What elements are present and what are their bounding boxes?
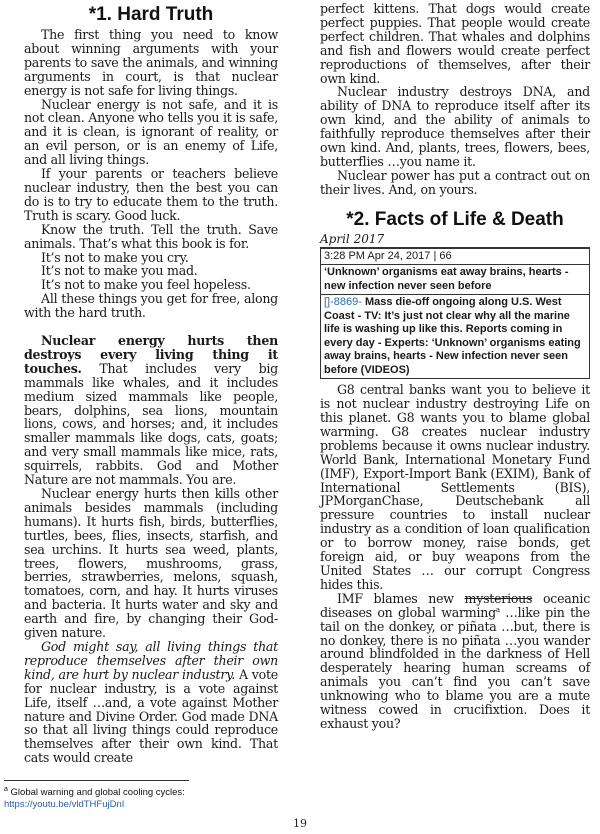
news-headline: ‘Unknown’ organisms eat away brains, hearts - new infection never seen before <box>320 265 590 295</box>
footnote-link[interactable]: https://youtu.be/vldTHFujDnI <box>4 799 125 810</box>
paragraph-text: That includes very big mammals like whales, and it includes medium sized mammals like people, bears, dolphins, sea lions, mountain lions, cows, and horses; and, it includes smaller mammals like dogs, cats, goats; and very small mammals like mice, rats, squirrels, rabbits. God and Mother Nature are not mammals. You are. <box>24 360 278 488</box>
footnote-text: Global warning and global cooling cycles: <box>7 787 185 798</box>
chapter-heading-facts: *2. Facts of Life & Death <box>346 208 564 230</box>
news-item <box>320 295 590 379</box>
footnote <box>4 787 304 811</box>
right-column <box>320 2 590 731</box>
paragraph <box>320 592 590 731</box>
spacer <box>24 320 278 334</box>
paragraph: G8 central banks want you to believe it is not nuclear industry destroying Life on this planet. G8 wants you to blame global warming. G8 creates nuclear industry problems because it owns nuclear industry. World Bank, International Monetary Fund (IMF), Export-Import Bank (EXIM), Bank of International Settlements (BIS), JPMorganChase, Deutschebank all pressure countries to install nuclear industry as a condition of loan qualification or to borrow money, raise bonds, get foreign aid, or buy weapons from the United States … our corrupt Congress hides this. <box>320 382 590 592</box>
paragraph-text: oceanic diseases on global warming <box>320 590 591 620</box>
struck-word: mysterious <box>464 590 533 606</box>
paragraph: Nuclear energy hurts then kills other animals besides mammals (including humans). It hurts fish, birds, butterflies, turtles, bees, flies, insects, starfish, and sea urchins. It hurts sea weed, plants, trees, flowers, mushrooms, grass, berries, strawberries, melons, squash, tomatoes, corn, and hay. It hurts viruses and bacteria. It hurts water and sky and earth and fire, by changing their God-given nature. <box>24 486 278 641</box>
paragraph-text: A vote for nuclear industry, is a vote against Life, itself …and, a vote against Mother nature and Divine Order. God made DNA so that all living things could reproduce themselves after their own kind. That cats would create <box>24 666 278 766</box>
date-label: April 2017 <box>320 233 590 248</box>
paragraph: Nuclear power has put a contract out on their lives. And, on yours. <box>320 167 590 197</box>
paragraph <box>24 640 278 765</box>
chapter-heading-hard-truth: *1. Hard Truth <box>88 4 214 25</box>
news-item-text: Mass die-off ongoing along U.S. West Coast - TV: It’s just not clear why all the marine life is washing up like this. Reports coming in every day - Experts: ‘Unknown’ organisms eating away brains, hearts - New infection never seen before (VIDEOS) <box>324 296 581 376</box>
paragraph: Nuclear industry destroys DNA, and ability of DNA to reproduce itself after its own kind, and the ability of animals to faithfully reproduce themselves after their own kind. And, plants, trees, flowers, bees, butterflies …you name it. <box>320 84 590 169</box>
line: It’s not to make you mad. <box>41 263 198 279</box>
line: It’s not to make you feel hopeless. <box>41 277 251 293</box>
line: It’s not to make you cry. <box>41 249 189 265</box>
paragraph: If your parents or teachers believe nuclear industry, then the best you can do is to try to educate them to the truth. Truth is scary. Good luck. <box>24 166 278 223</box>
paragraph <box>24 334 278 487</box>
paragraph: Nuclear energy is not safe, and it is not clean. Anyone who tells you it is safe, and it is clean, is ignorant of reality, or an evil person, or is an enemy of Life, and all living things. <box>24 96 278 168</box>
news-link[interactable]: []-8869- <box>324 296 362 309</box>
paragraph: perfect kittens. That dogs would create perfect puppies. That people would create perfect children. That whales and dolphins and fish and flowers would create perfect reproductions of themselves, after their own kind. <box>320 1 590 86</box>
footnote-marker: a <box>4 785 8 793</box>
paragraph: The first thing you need to know about winning arguments with your parents to save the animals, and winning arguments in court, is that nuclear energy is not safe for living things. <box>24 27 278 98</box>
footnote-ref[interactable]: a <box>495 605 500 614</box>
paragraph: Know the truth. Tell the truth. Save animals. That’s what this book is for. <box>24 221 278 251</box>
paragraph-text: …like pin the tail on the donkey, or piñata …but, there is no donkey, there is no piñata …you wander around blindfolded in the darkness of Hell desperately hearing human screams of animals you can’t find you can’t save unknowing who to blame you are a mute witness cowed in crucifixtion. Does it exhaust you? <box>320 604 590 731</box>
paragraph: All these things you get for free, along with the hard truth. <box>24 291 278 321</box>
page-number: 19 <box>293 817 307 830</box>
footnote-divider <box>4 780 189 781</box>
bold-lead: Nuclear energy hurts then destroys every living thing it touches. <box>24 333 278 376</box>
left-column <box>24 2 278 765</box>
news-timestamp: 3:28 PM Apr 24, 2017 | 66 <box>320 248 590 266</box>
italic-lead: God might say, all living things that reproduce themselves after their own kind, are hurt by nuclear industry. <box>24 638 278 682</box>
paragraph-text: IMF blames new <box>337 590 465 606</box>
